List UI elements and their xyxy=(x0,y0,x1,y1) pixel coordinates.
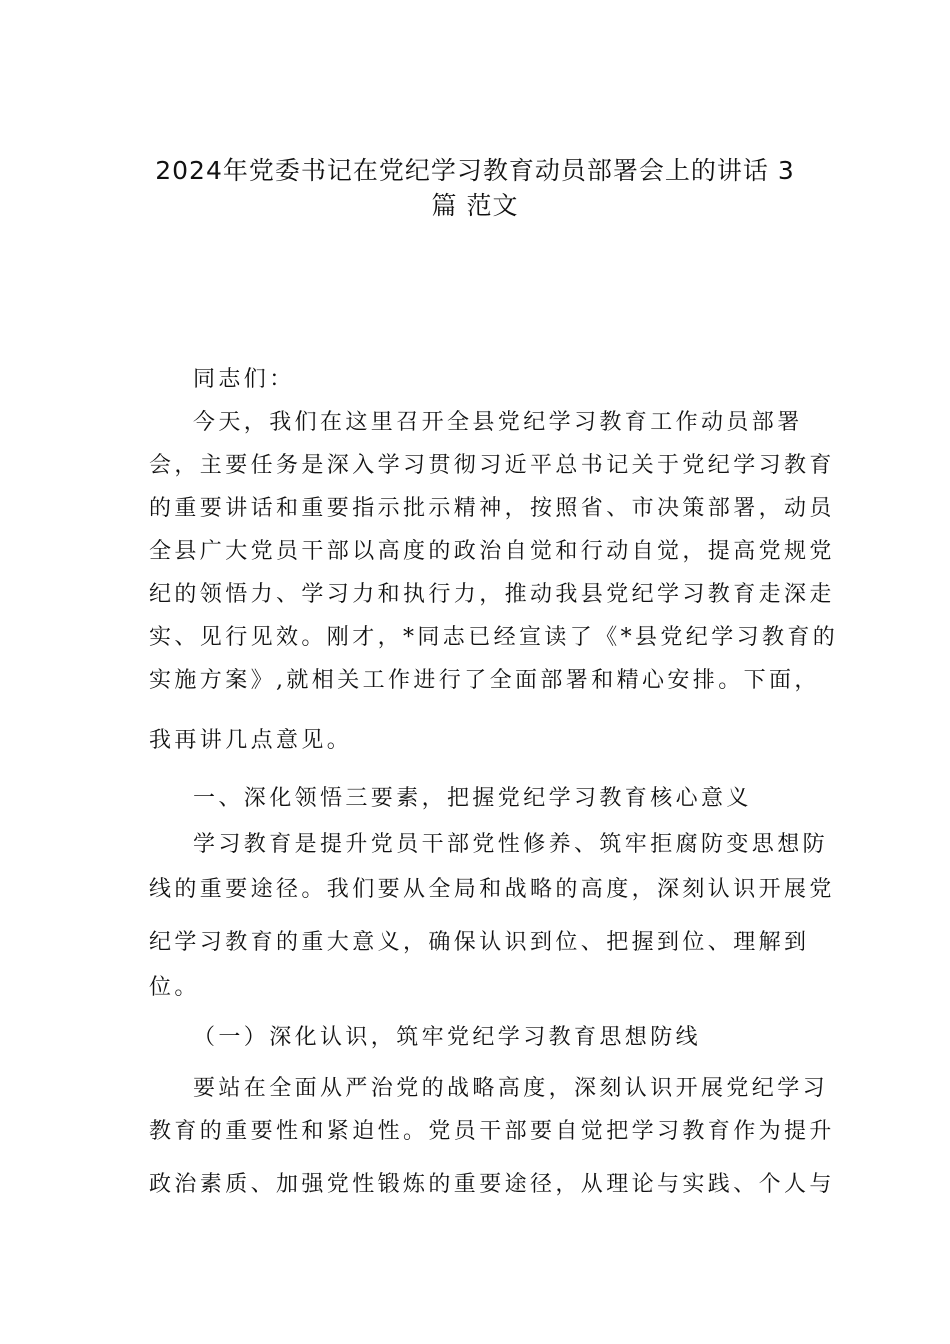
paragraph-line: 政治素质、加强党性锻炼的重要途径，从理论与实践、个人与 xyxy=(149,1172,835,1197)
paragraph-line: 全县广大党员干部以高度的政治自觉和行动自觉，提高党规党 xyxy=(149,539,835,564)
paragraph-line: 纪学习教育的重大意义，确保认识到位、把握到位、理解到 xyxy=(149,930,810,955)
paragraph-line: 线的重要途径。我们要从全局和战略的高度，深刻认识开展党 xyxy=(149,877,835,902)
paragraph-line: 实施方案》,就相关工作进行了全面部署和精心安排。下面， xyxy=(149,668,820,693)
subsection-heading: （一）深化认识，筑牢党纪学习教育思想防线 xyxy=(193,1025,702,1050)
document-title-line-1: 2024年党委书记在党纪学习教育动员部署会上的讲话 3 xyxy=(155,156,795,185)
paragraph-line: 我再讲几点意见。 xyxy=(149,728,353,753)
paragraph-line: 位。 xyxy=(149,975,200,1000)
salutation: 同志们： xyxy=(193,367,295,392)
paragraph-line: 教育的重要性和紧迫性。党员干部要自觉把学习教育作为提升 xyxy=(149,1119,835,1144)
paragraph-line: 的重要讲话和重要指示批示精神，按照省、市决策部署，动员 xyxy=(149,496,835,521)
paragraph-line: 学习教育是提升党员干部党性修养、筑牢拒腐防变思想防 xyxy=(193,832,829,857)
section-heading: 一、深化领悟三要素，把握党纪学习教育核心意义 xyxy=(193,786,752,811)
paragraph-line: 今天，我们在这里召开全县党纪学习教育工作动员部署 xyxy=(193,410,803,435)
paragraph-line: 实、见行见效。刚才，*同志已经宣读了《*县党纪学习教育的 xyxy=(149,625,839,650)
paragraph-line: 纪的领悟力、学习力和执行力，推动我县党纪学习教育走深走 xyxy=(149,582,835,607)
document-title-line-2: 篇 范文 xyxy=(431,191,519,220)
paragraph-line: 会，主要任务是深入学习贯彻习近平总书记关于党纪学习教育 xyxy=(149,453,835,478)
paragraph-line: 要站在全面从严治党的战略高度，深刻认识开展党纪学习 xyxy=(193,1076,829,1101)
